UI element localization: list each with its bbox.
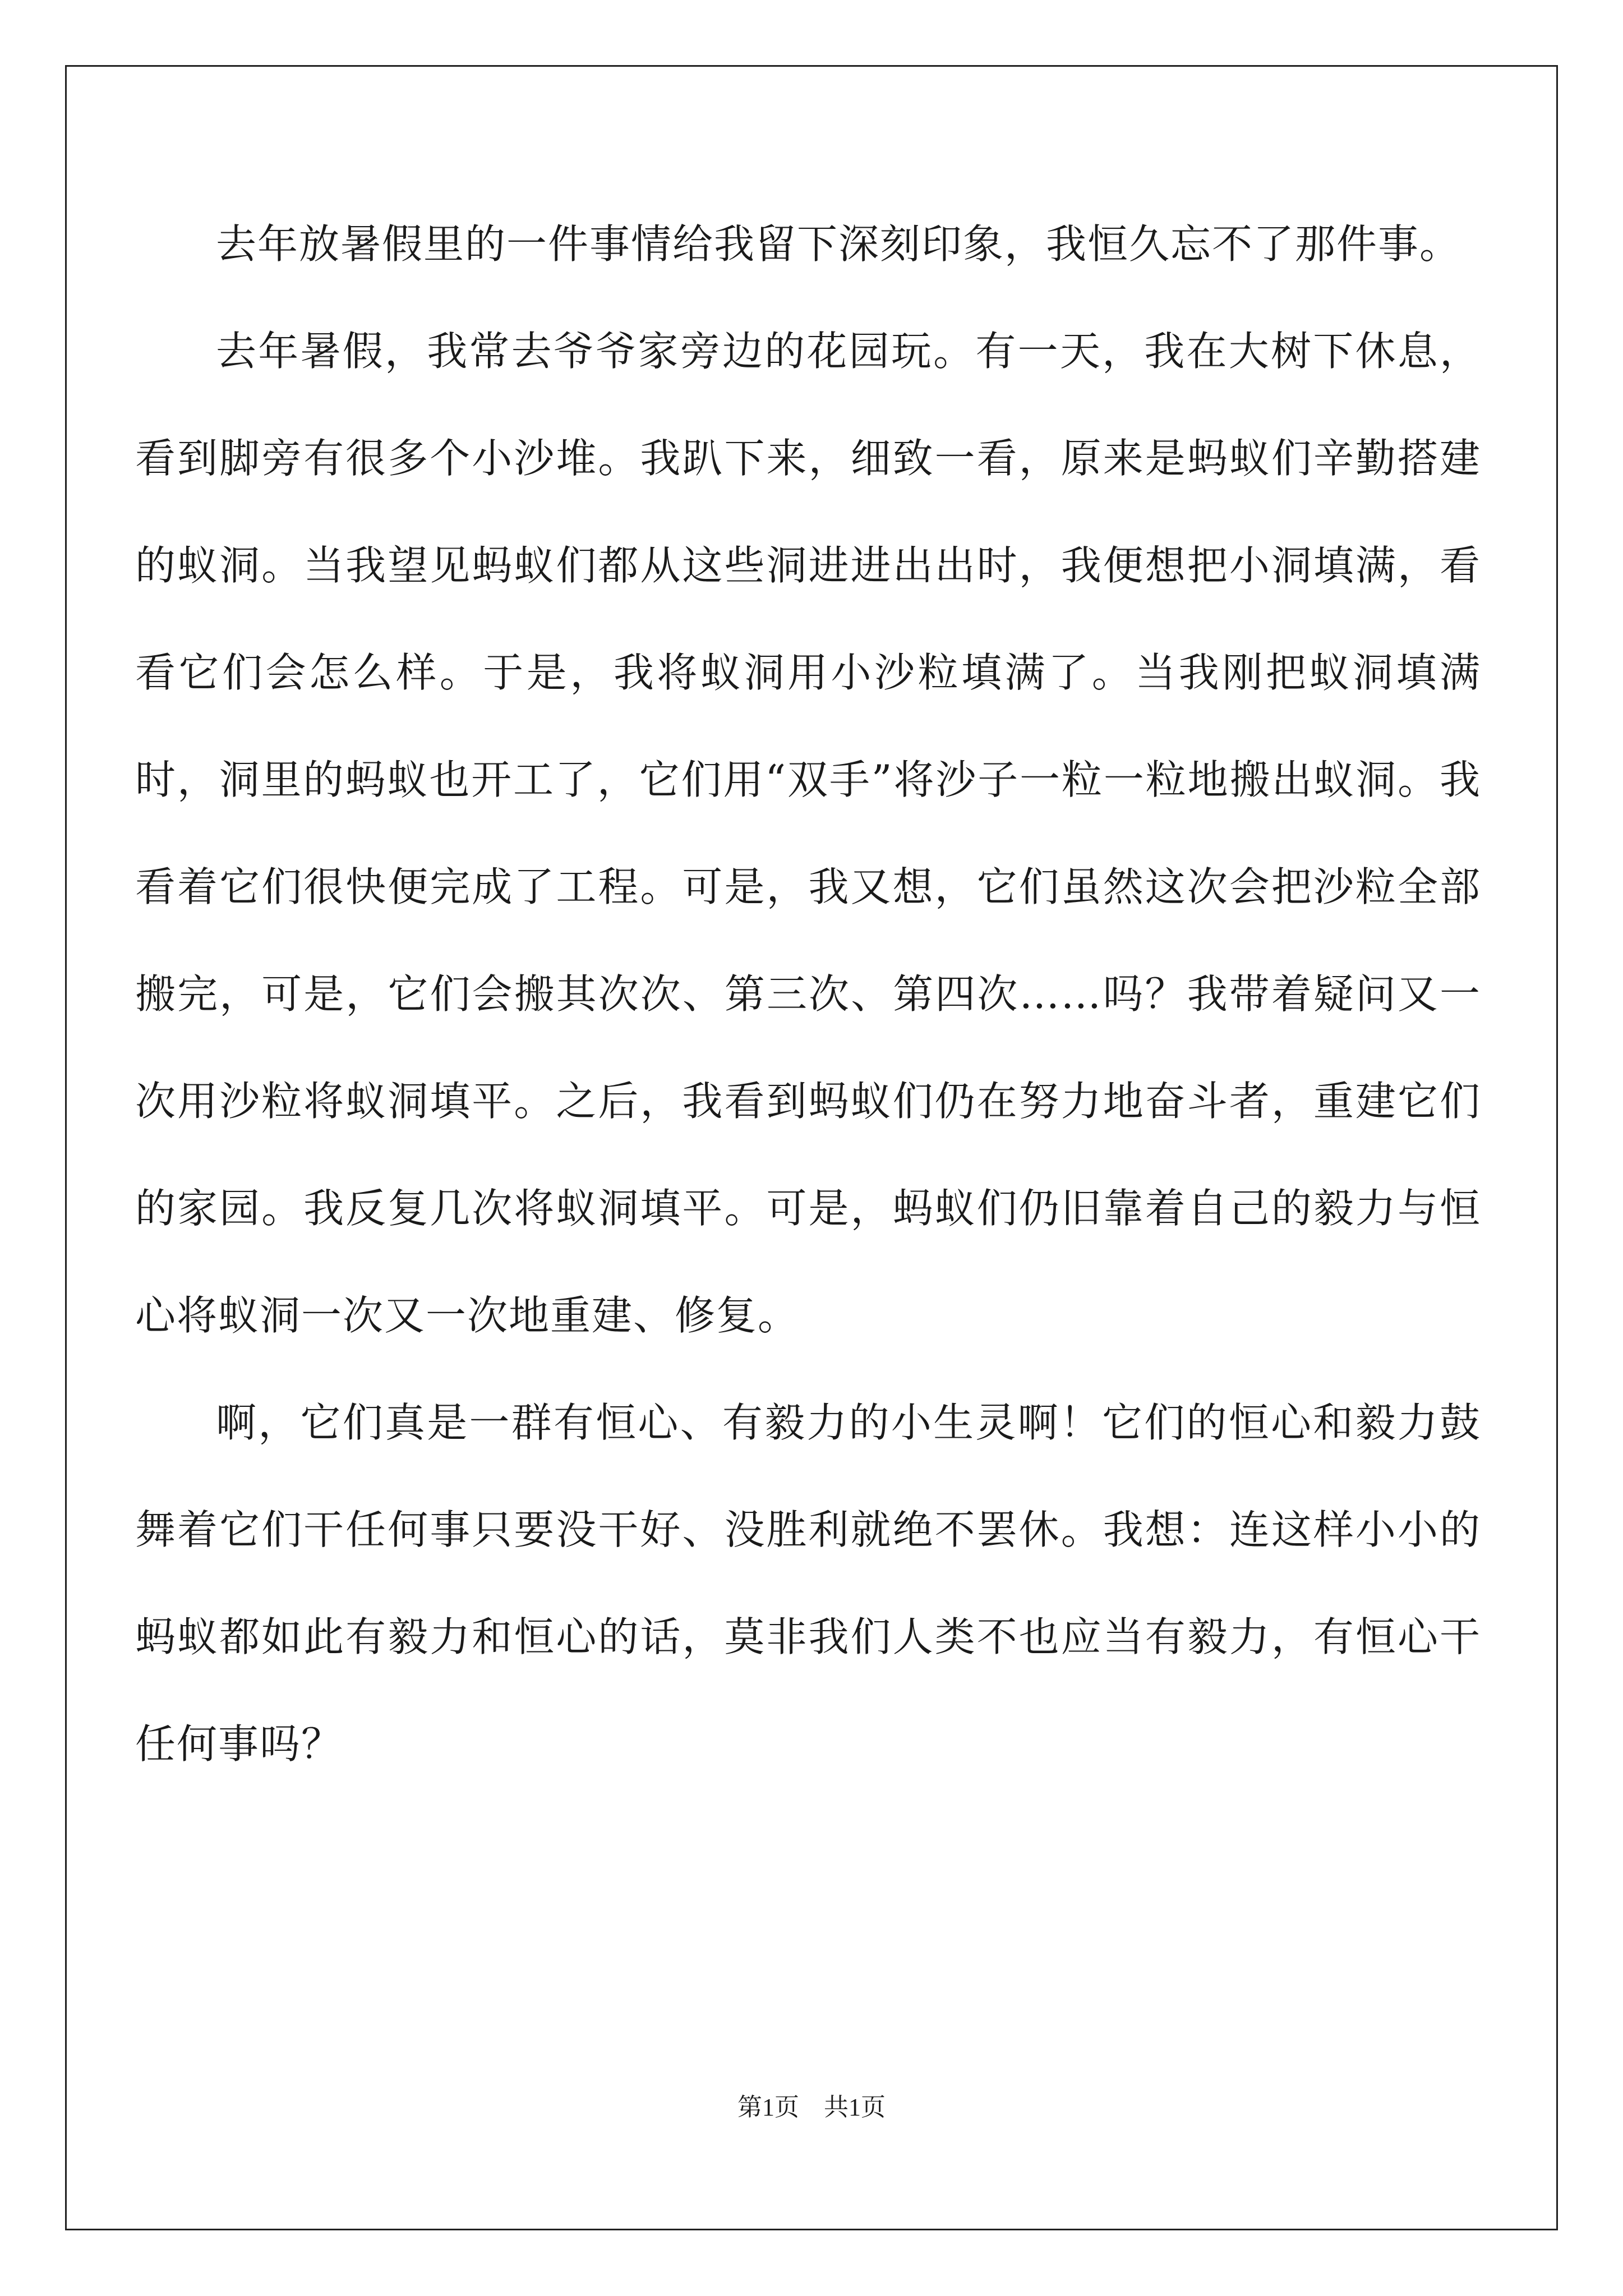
paragraph-2: 去年暑假，我常去爷爷家旁边的花园玩。有一天，我在大树下休息，看到脚旁有很多个小沙堆。我趴下来，细致一看，原来是蚂蚁们辛勤搭建的蚁洞。当我望见蚂蚁们都从这些洞进进出出时，我便想把小洞填满，看看它们会怎么样。于是，我将蚁洞用小沙粒填满了。当我刚把蚁洞填满时，洞里的蚂蚁也开工了，它们用“双手”将沙子一粒一粒地搬出蚁洞。我看着它们很快便完成了工程。可是，我又想，它们虽然这次会把沙粒全部搬完，可是，它们会搬其次次、第三次、第四次……吗？我带着疑问又一次用沙粒将蚁洞填平。之后，我看到蚂蚁们仍在努力地奋斗者，重建它们的家园。我反复几次将蚁洞填平。可是，蚂蚁们仍旧靠着自己的毅力与恒心将蚁洞一次又一次地重建、修复。 (135, 328, 1481, 1339)
paragraph-3: 啊，它们真是一群有恒心、有毅力的小生灵啊！它们的恒心和毅力鼓舞着它们干任何事只要没干好、没胜利就绝不罢休。我想：连这样小小的蚂蚁都如此有毅力和恒心的话，莫非我们人类不也应当有毅力，有恒心干任何事吗？ (135, 1399, 1481, 1768)
page-number-footer: 第1页 共1页 (737, 2093, 886, 2121)
document-body (135, 191, 1481, 1798)
paragraph-1: 去年放暑假里的一件事情给我留下深刻印象，我恒久忘不了那件事。 (216, 220, 1461, 268)
